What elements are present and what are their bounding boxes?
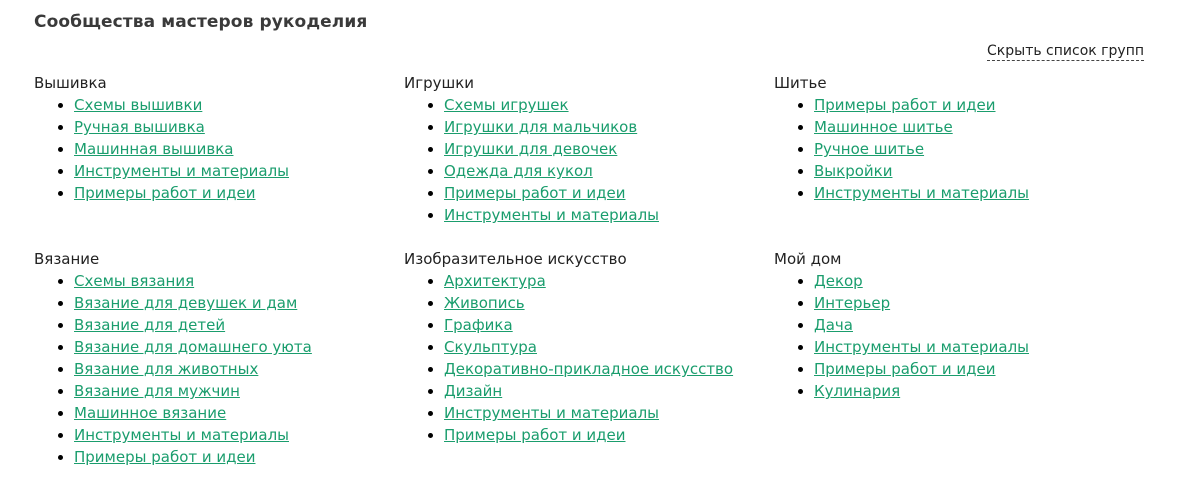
group-link[interactable]: Графика — [444, 316, 513, 334]
list-item — [444, 94, 764, 116]
list-item — [444, 270, 764, 292]
list-item — [74, 160, 394, 182]
list-item — [74, 94, 394, 116]
list-item — [74, 336, 394, 358]
group-link[interactable]: Скульптура — [444, 338, 537, 356]
group-toys — [404, 72, 764, 226]
group-link[interactable]: Машинное шитье — [814, 118, 953, 136]
group-title: Вышивка — [34, 74, 107, 92]
group-link[interactable]: Схемы вязания — [74, 272, 195, 290]
group-link[interactable]: Инструменты и материалы — [74, 426, 289, 444]
list-item — [74, 358, 394, 380]
group-link[interactable]: Ручное шитье — [814, 140, 925, 158]
group-title: Шитье — [774, 74, 827, 92]
group-link[interactable]: Игрушки для девочек — [444, 140, 618, 158]
group-embroidery — [34, 72, 394, 204]
group-link[interactable]: Инструменты и материалы — [814, 338, 1029, 356]
list-item — [74, 314, 394, 336]
list-item — [444, 160, 764, 182]
group-knitting — [34, 248, 394, 468]
list-item — [444, 116, 764, 138]
group-link[interactable]: Инструменты и материалы — [814, 184, 1029, 202]
group-link[interactable]: Примеры работ и идеи — [74, 184, 256, 202]
list-item — [814, 314, 1134, 336]
group-link[interactable]: Примеры работ и идеи — [444, 426, 626, 444]
group-link-list — [774, 270, 1134, 402]
list-item — [814, 336, 1134, 358]
list-item — [814, 160, 1134, 182]
list-item — [444, 138, 764, 160]
group-link[interactable]: Дизайн — [444, 382, 503, 400]
group-title: Игрушки — [404, 74, 475, 92]
group-link[interactable]: Игрушки для мальчиков — [444, 118, 638, 136]
group-my-home — [774, 248, 1134, 402]
group-link[interactable]: Вязание для животных — [74, 360, 259, 378]
group-fine-art — [404, 248, 764, 446]
list-item — [444, 424, 764, 446]
list-item — [74, 270, 394, 292]
group-link-list — [404, 270, 764, 446]
group-link[interactable]: Примеры работ и идеи — [814, 96, 996, 114]
list-item — [444, 314, 764, 336]
list-item — [814, 380, 1134, 402]
group-link[interactable]: Примеры работ и идеи — [814, 360, 996, 378]
list-item — [444, 358, 764, 380]
list-item — [814, 94, 1134, 116]
group-link[interactable]: Примеры работ и идеи — [444, 184, 626, 202]
list-item — [74, 292, 394, 314]
group-link[interactable]: Примеры работ и идеи — [74, 448, 256, 466]
group-link[interactable]: Инструменты и материалы — [74, 162, 289, 180]
list-item — [74, 116, 394, 138]
list-item — [814, 182, 1134, 204]
group-link[interactable]: Вязание для домашнего уюта — [74, 338, 312, 356]
group-link[interactable]: Схемы вышивки — [74, 96, 203, 114]
group-link[interactable]: Одежда для кукол — [444, 162, 593, 180]
group-link[interactable]: Ручная вышивка — [74, 118, 205, 136]
list-item — [74, 182, 394, 204]
group-link[interactable]: Декор — [814, 272, 863, 290]
list-item — [444, 380, 764, 402]
group-link-list — [404, 94, 764, 226]
group-link[interactable]: Инструменты и материалы — [444, 206, 659, 224]
group-link[interactable]: Вязание для детей — [74, 316, 226, 334]
group-link[interactable]: Машинная вышивка — [74, 140, 234, 158]
group-link[interactable]: Интерьер — [814, 294, 891, 312]
list-item — [444, 402, 764, 424]
list-item — [814, 116, 1134, 138]
group-link[interactable]: Архитектура — [444, 272, 546, 290]
group-title: Изобразительное искусство — [404, 250, 627, 268]
list-item — [74, 380, 394, 402]
group-link[interactable]: Живопись — [444, 294, 525, 312]
page-title: Сообщества мастеров рукоделия — [34, 12, 368, 32]
list-item — [814, 358, 1134, 380]
hide-groups-toggle[interactable]: Скрыть список групп — [987, 43, 1144, 59]
list-item — [814, 270, 1134, 292]
group-link[interactable]: Кулинария — [814, 382, 901, 400]
group-link-list — [774, 94, 1134, 204]
group-link[interactable]: Вязание для мужчин — [74, 382, 240, 400]
group-title: Вязание — [34, 250, 100, 268]
list-item — [814, 138, 1134, 160]
list-item — [444, 292, 764, 314]
list-item — [444, 182, 764, 204]
group-sewing — [774, 72, 1134, 204]
list-item — [74, 446, 394, 468]
group-link-list — [34, 270, 394, 468]
group-link[interactable]: Вязание для девушек и дам — [74, 294, 298, 312]
list-item — [814, 292, 1134, 314]
group-link[interactable]: Декоративно-прикладное искусство — [444, 360, 734, 378]
group-link[interactable]: Схемы игрушек — [444, 96, 569, 114]
group-link[interactable]: Дача — [814, 316, 853, 334]
list-item — [74, 138, 394, 160]
group-link[interactable]: Инструменты и материалы — [444, 404, 659, 422]
group-link-list — [34, 94, 394, 204]
list-item — [444, 336, 764, 358]
group-link[interactable]: Машинное вязание — [74, 404, 227, 422]
list-item — [444, 204, 764, 226]
list-item — [74, 402, 394, 424]
group-title: Мой дом — [774, 250, 842, 268]
list-item — [74, 424, 394, 446]
group-link[interactable]: Выкройки — [814, 162, 893, 180]
